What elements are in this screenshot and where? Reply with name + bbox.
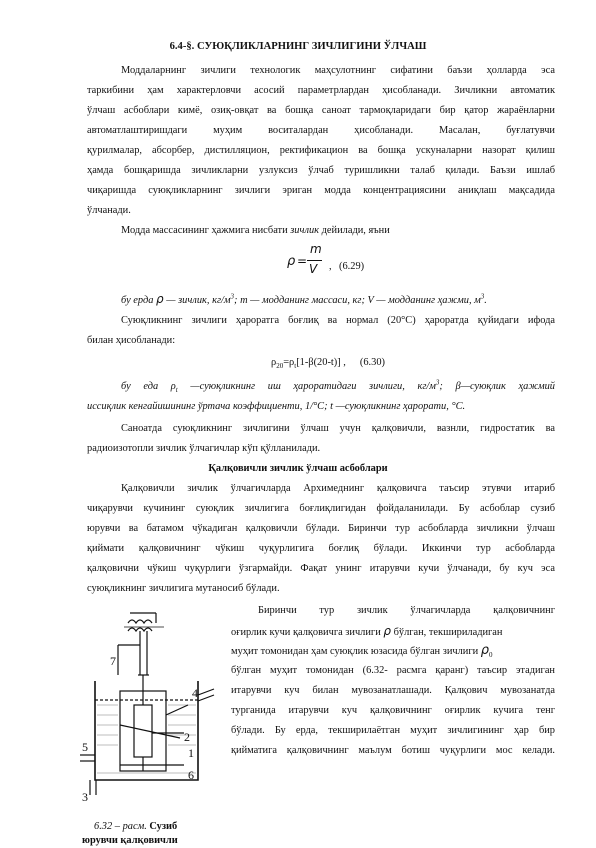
caption-number: 6.32 – расм. xyxy=(94,821,147,832)
paragraph-1-line: таркибини ҳам характерловчи асосий параметрлардан ҳисобланади. Зичликни автоматик xyxy=(87,85,555,96)
paragraph-6-line: Биринчи тур зичлик ўлчагичларда қалқовичнинг xyxy=(258,605,555,616)
subsection-heading: Қалқовичли зичлик ўлчаш асбоблари xyxy=(208,463,388,474)
rho0-subscript: 0 xyxy=(489,651,493,660)
formula-number: (6.30) xyxy=(359,357,386,368)
legend-text: —суюқликнинг иш ҳароратидаги зичлиги, кг/м xyxy=(177,381,436,392)
paragraph-1-line: чиқаришда суюқликларнинг зичлиги эриган модда концентрациясини аниқлаш мақсадида xyxy=(87,185,555,196)
paragraph-6-line: итарувчи куч билан мувозанатлашади. Қалқович мувозанатда xyxy=(231,685,555,696)
paragraph-1-line: автоматлаштиришдаги муҳим воситалардан ҳисобланади. Масалан, буғлатувчи xyxy=(87,125,555,136)
legend-text: бу ерда xyxy=(121,295,157,306)
formula-denominator: V xyxy=(309,262,318,276)
paragraph-5-line: қалқовични чўкиш чуқурлиги ўзгармайди. Фақат унинг итарувчи кучи ўлчанади, бу куч эса xyxy=(87,563,555,574)
legend-text: ; m — модданинг массаси, кг; V — модданинг ҳажми, м xyxy=(234,295,481,306)
formula-text: =ρ xyxy=(283,357,295,368)
formula-separator: , xyxy=(329,261,332,272)
figure-caption-line2: юрувчи қалқовичли xyxy=(82,835,178,846)
formula-subscript: t xyxy=(294,362,297,371)
fraction-bar xyxy=(307,260,322,261)
paragraph-5-line: чиқарувчи кучининг суюқлик зичлигига боғлиқлигидан фойдаланилади. Бу асбоблар сузиб xyxy=(87,503,555,514)
legend-text: . xyxy=(484,295,487,306)
formula-number: (6.29) xyxy=(339,261,365,272)
formula-6-29-legend: бу ерда ρ — зичлик, $кг/м^3$; m — модданинг массаси, кг; V — модданинг ҳажми, $м^3$. xyxy=(121,292,487,306)
rho0-symbol: ρ xyxy=(480,643,490,658)
formula-text: [1-β(20-t)] , xyxy=(296,357,346,368)
paragraph-6-line xyxy=(231,644,493,659)
paragraph-6-line: бўлади. Бу ерда, текширилаётган муҳит зичлигининг ҳар бир xyxy=(231,725,555,736)
float-densimeter-figure xyxy=(80,605,220,805)
formula-6-30 xyxy=(271,356,385,370)
paragraph-text: муҳит томонидан ҳам суюқлик юзасида бўлган зичлиги xyxy=(231,646,481,657)
figure-label: 6 xyxy=(188,768,194,782)
paragraph-text: оғирлик кучи қалқовичга зичлиги xyxy=(231,627,384,638)
paragraph-1-line: Моддаларнинг зичлиги технологик маҳсулотнинг сифатини баъзи ҳолларда эса xyxy=(121,65,555,76)
paragraph-6-line: турганида итарувчи куч қалқовичнинг оғирлик кучига тенг xyxy=(231,705,555,716)
paragraph-5-line: юрувчи ва батамом чўкадиган қалқовичли бўлади. Биринчи тур асбобларда зичликни ўлчаш xyxy=(87,523,555,534)
figure-label: 7 xyxy=(110,654,116,668)
paragraph-1-line: ўлчаш асбоблари кимё, озиқ-овқат ва бошқа саноат тармоқларидаги бир қатор жараёнларни xyxy=(87,105,555,116)
figure-label: 2 xyxy=(184,730,190,744)
legend-text: бу еда ρ xyxy=(121,381,176,392)
formula-subscript: 20 xyxy=(276,362,284,371)
figure-label: 5 xyxy=(82,740,88,754)
section-heading: 6.4-§. СУЮҚЛИКЛАРНИНГ ЗИЧЛИГИНИ ЎЛЧАШ xyxy=(169,41,427,52)
paragraph-5-line: қиймати қалқовичнинг чўкиш чуқурлигига боғлиқ бўлади. Иккинчи тур асбобларда xyxy=(87,543,555,554)
formula-6-30-legend: бу еда $\rho_t$ —суюқликнинг иш ҳароратидаги зичлиги, $кг/м^3$; β—суюқлик ҳажмий xyxy=(121,378,556,395)
legend-text: — зичлик, кг/м xyxy=(163,295,231,306)
figure-label: 1 xyxy=(188,746,194,760)
caption-text: Сузиб xyxy=(146,821,178,832)
formula-equals: = xyxy=(297,254,308,268)
paragraph-1-line: ўлчанади. xyxy=(87,205,131,216)
legend-subscript: t xyxy=(175,386,178,395)
figure-label: 3 xyxy=(82,790,88,804)
paragraph-1-line: ҳамда бошқаришда зичликларни узлуксиз ўлчаб туришликни талаб қилади. Баъзи ишлаб xyxy=(87,165,555,176)
formula-rho: ρ xyxy=(287,254,296,269)
paragraph-5-line: Қалқовичли зичлик ўлчагичларда Архимеднинг қалқовичга таъсир этувчи итариб xyxy=(121,483,555,494)
formula-numerator: m xyxy=(310,242,322,256)
formula-6-29 xyxy=(283,240,403,284)
paragraph-6-line: бўлган муҳит томонидан (6.32- расмга қаранг) таъсир этадиган xyxy=(231,665,555,676)
definition-term: зичлик xyxy=(290,225,320,236)
paragraph-text: бўлган, текшириладиган xyxy=(390,627,503,638)
paragraph-4-line: радиоизотопли зичлик ўлчагичлар кўп қўлланилади. xyxy=(87,443,321,454)
paragraph-4-line: Саноатда суюқликнинг зичлигини ўлчаш учун қалқовичли, вазнли, гидростатик ва xyxy=(121,423,555,434)
rho-symbol: ρ xyxy=(383,624,391,638)
figure-label: 4 xyxy=(192,686,198,700)
paragraph-3-line: билан ҳисобланади: xyxy=(87,335,176,346)
paragraph-6-line: қийматига қалқовичнинг маълум ботиш чуқурлиги мос келади. xyxy=(231,745,555,756)
formula-text: ρ xyxy=(271,357,277,368)
density-definition xyxy=(121,224,390,238)
figure-caption xyxy=(94,820,177,834)
legend-rho: ρ xyxy=(156,292,164,306)
paragraph-6-line xyxy=(231,624,502,640)
paragraph-5-line: суюқликнинг зичлигига мутаносиб бўлади. xyxy=(87,583,280,594)
definition-text: Модда массасининг ҳажмига нисбати xyxy=(121,225,291,236)
legend-text: ; β—суюқлик ҳажмий xyxy=(439,381,556,392)
paragraph-3-line: Суюқликнинг зичлиги ҳароратга боғлиқ ва нормал (20°С) ҳароратда қуйидаги ифода xyxy=(121,315,555,326)
definition-text: дейилади, яъни xyxy=(319,225,390,236)
paragraph-1-line: қурилмалар, абсорбер, дистилляцион, ректификацион ва бошқа ускуналарни назорат қилиш xyxy=(87,145,555,156)
formula-6-30-legend: иссиқлик кенгайишининг ўртача коэффициенти, 1/°С; t —суюқликнинг ҳарорати, °С. xyxy=(87,401,466,412)
